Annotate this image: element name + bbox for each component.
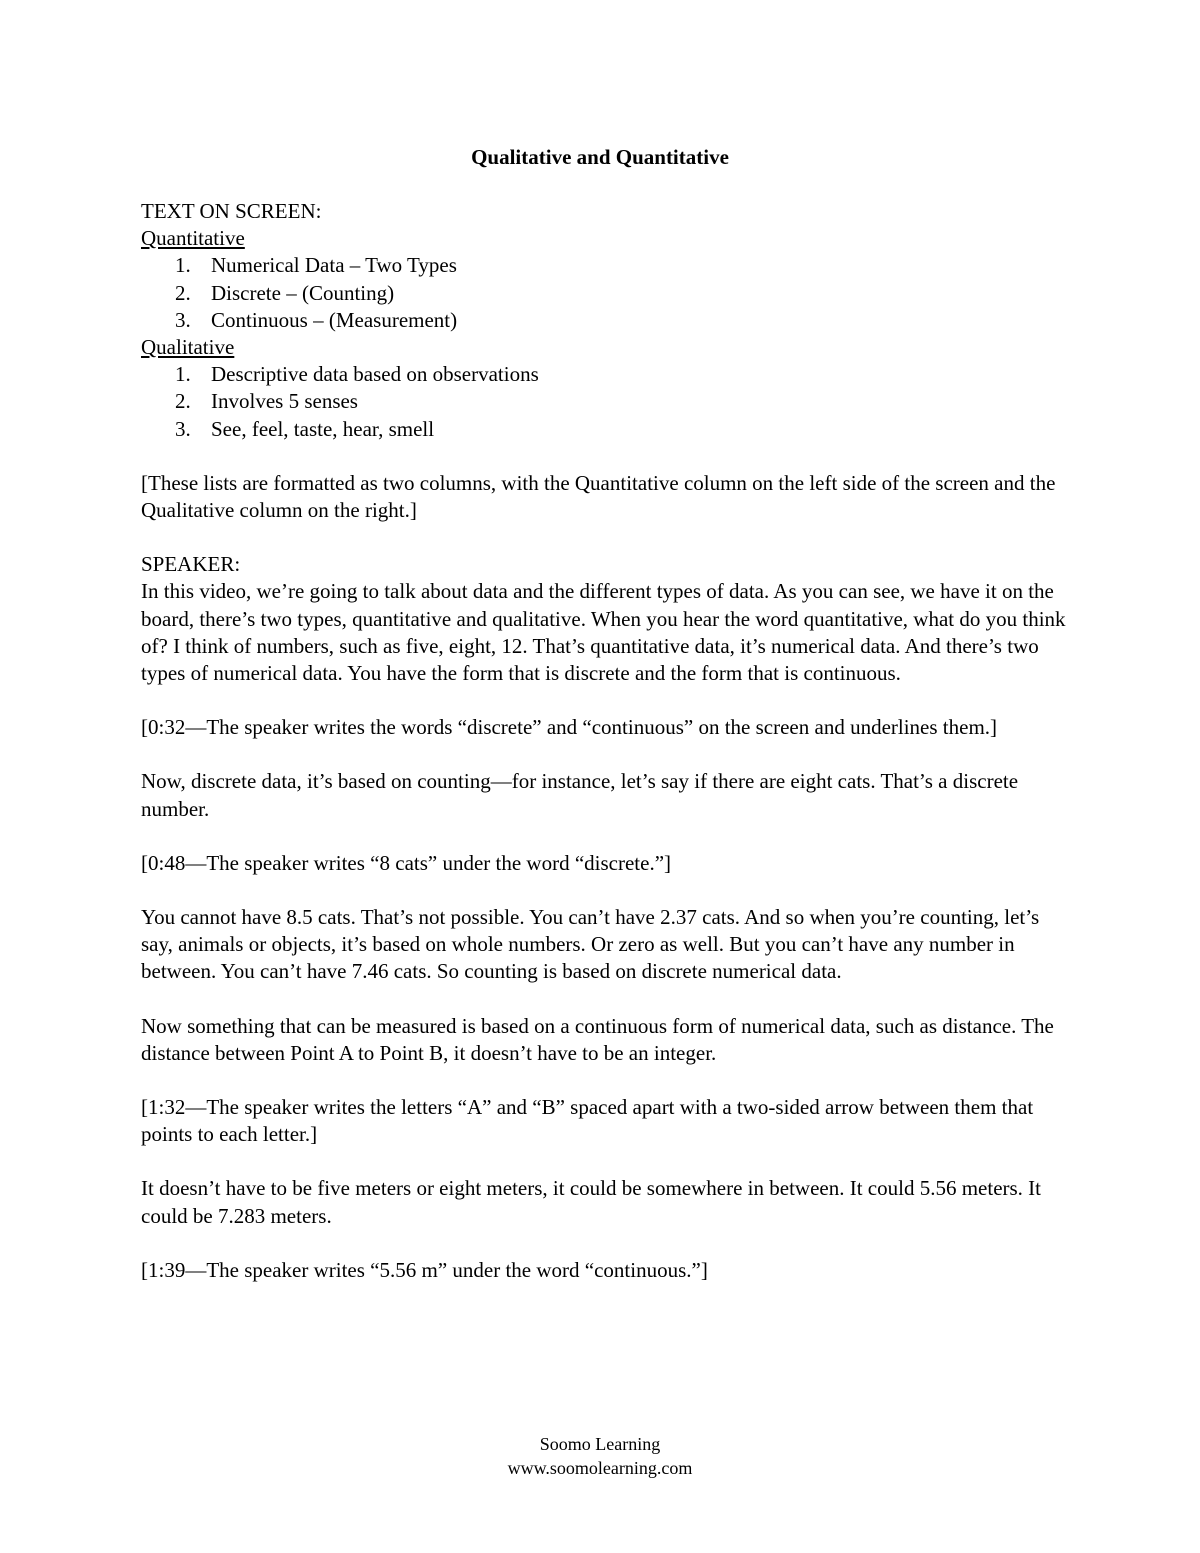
- list-item-text: See, feel, taste, hear, smell: [211, 416, 435, 441]
- paragraph-spacer: [141, 443, 1071, 470]
- qualitative-list: [141, 361, 1071, 443]
- quantitative-heading: Quantitative: [141, 226, 245, 251]
- paragraph-spacer: [141, 1148, 1071, 1175]
- list-item-text: Numerical Data – Two Types: [211, 253, 457, 278]
- list-item-number: 1.: [175, 362, 191, 387]
- list-item-number: 3.: [175, 416, 191, 441]
- list-item-number: 2.: [175, 389, 191, 414]
- speaker-paragraph: You cannot have 8.5 cats. That’s not possible. You can’t have 2.37 cats. And so when you’re counting, let’s say, animals or objects, it’s based on whole numbers. Or zero as well. But you can’t have any number in between. You can’t have 7.46 cats. So counting is based on discrete numerical data.: [141, 905, 1040, 984]
- list-item-text: Descriptive data based on observations: [211, 362, 539, 387]
- speaker-paragraph: Now, discrete data, it’s based on counting—for instance, let’s say if there are eight cats. That’s a discrete number.: [141, 769, 1019, 821]
- text-on-screen-label: TEXT ON SCREEN:: [141, 199, 322, 223]
- document-title: Qualitative and Quantitative: [471, 145, 729, 169]
- list-item: [141, 416, 1071, 443]
- speaker-paragraph: In this video, we’re going to talk about data and the different types of data. As you can see, we have it on the board, there’s two types, quantitative and qualitative. When you hear the word quantitative, what do you think of? I think of numbers, such as five, eight, 12. That’s quantitative data, it’s numerical data. And there’s two types of numerical data. You have the form that is discrete and the form that is continuous.: [141, 579, 1066, 686]
- paragraph-spacer: [141, 1067, 1071, 1094]
- layout-note-paragraph: [These lists are formatted as two columns, with the Quantitative column on the left side of the screen and the Qualitative column on the right.]: [141, 470, 1056, 523]
- page-footer: [0, 1432, 1200, 1480]
- speaker-paragraph: Now something that can be measured is based on a continuous form of numerical data, such as distance. The distance between Point A to Point B, it doesn’t have to be an integer.: [141, 1013, 1054, 1065]
- document-body: [141, 198, 1071, 1284]
- footer-url: www.soomolearning.com: [507, 1458, 693, 1478]
- list-item: [141, 388, 1071, 415]
- list-item-text: Involves 5 senses: [211, 389, 358, 414]
- list-item: [141, 361, 1071, 388]
- speaker-paragraph: It doesn’t have to be five meters or eight meters, it could be somewhere in between. It could 5.56 meters. It could be 7.283 meters.: [141, 1176, 1042, 1228]
- list-item: [141, 307, 1071, 334]
- stage-direction: [0:48—The speaker writes “8 cats” under the word “discrete.”]: [141, 850, 672, 875]
- list-item: [141, 280, 1071, 307]
- speaker-label: SPEAKER:: [141, 552, 241, 577]
- list-item-number: 1.: [175, 253, 191, 278]
- list-item-text: Continuous – (Measurement): [211, 307, 458, 332]
- paragraph-spacer: [141, 823, 1071, 850]
- paragraph-spacer: [141, 986, 1071, 1013]
- qualitative-heading: Qualitative: [141, 335, 235, 360]
- stage-direction: [1:32—The speaker writes the letters “A” and “B” spaced apart with a two-sided arrow between them that points to each letter.]: [141, 1095, 1034, 1147]
- paragraph-spacer: [141, 741, 1071, 768]
- list-item-number: 2.: [175, 280, 191, 305]
- footer-org: Soomo Learning: [539, 1434, 661, 1454]
- list-item: [141, 252, 1071, 279]
- paragraph-spacer: [141, 1230, 1071, 1257]
- stage-direction: [1:39—The speaker writes “5.56 m” under the word “continuous.”]: [141, 1257, 708, 1282]
- stage-direction: [0:32—The speaker writes the words “discrete” and “continuous” on the screen and underlines them.]: [141, 715, 998, 740]
- paragraph-spacer: [141, 877, 1071, 904]
- quantitative-list: [141, 252, 1071, 334]
- list-item-number: 3.: [175, 307, 191, 332]
- paragraph-spacer: [141, 687, 1071, 714]
- list-item-text: Discrete – (Counting): [211, 280, 395, 305]
- paragraph-spacer: [141, 524, 1071, 551]
